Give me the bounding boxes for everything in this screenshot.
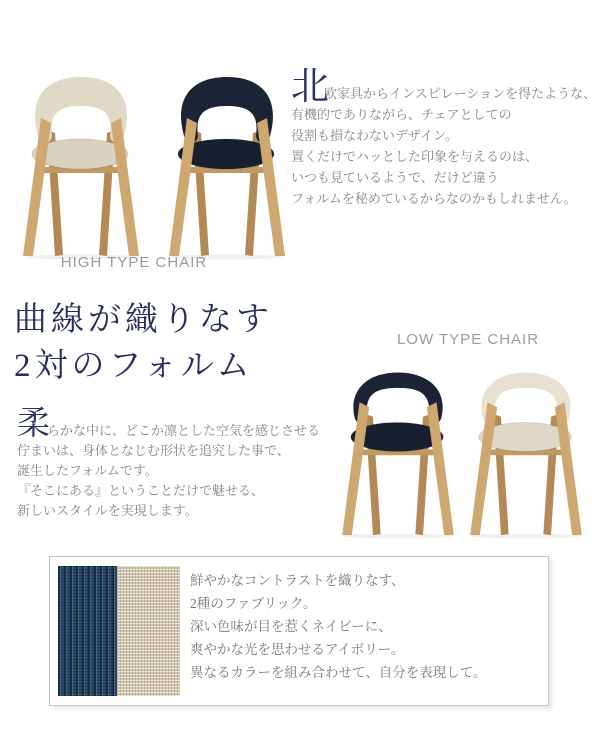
fabric-swatch-ivory	[117, 566, 180, 696]
section-headline	[14, 297, 273, 389]
body-dropcap: 柔	[17, 406, 50, 442]
intro-line: 欧家具からインスピレーションを得たような、	[324, 86, 597, 101]
fabric-swatch-image	[58, 566, 180, 696]
body-line: 佇まいは、身体となじむ形状を追究した事で、	[17, 443, 290, 458]
body-line: 『そこにある』ということだけで魅せる、	[17, 483, 265, 498]
fabric-line: 2種のファブリック。	[190, 596, 317, 611]
low-type-chair-navy-image	[334, 358, 462, 539]
headline-line1: 曲線が織りなす	[14, 302, 273, 338]
body-line: らかな中に、どこか凛とした空気を感じさせる	[47, 423, 321, 438]
headline-line2: 2対のフォルム	[14, 348, 254, 384]
high-type-chair-label: HIGH TYPE CHAIR	[60, 254, 208, 271]
intro-line: いつも見ているようで、だけど違う	[291, 170, 499, 185]
fabric-line: 異なるカラーを組み合わせて、自分を表現して。	[190, 665, 487, 680]
body-line: 新しいスタイルを実現します。	[17, 503, 198, 518]
fabric-swatch-navy	[58, 566, 117, 696]
intro-dropcap: 北	[291, 66, 330, 108]
chair-ground-shadow	[472, 534, 580, 539]
fabric-description	[190, 569, 486, 684]
fabric-line: 爽やかな光を思わせるアイボリー。	[190, 642, 405, 657]
intro-paragraph	[291, 66, 597, 209]
high-type-chair-ivory-image	[14, 72, 148, 260]
body-line: 誕生したフォルムです。	[17, 463, 158, 478]
low-type-chair-ivory-image	[462, 358, 590, 539]
chair-ground-shadow	[344, 534, 452, 539]
intro-line: 有機的でありながら、チェアとしての	[291, 107, 512, 122]
fabric-line: 深い色味が目を惹くネイビーに、	[190, 619, 392, 634]
intro-line: 役割も損なわないデザイン。	[291, 128, 459, 143]
intro-line: フォルムを秘めているからなのかもしれません。	[291, 191, 577, 206]
fabric-info-box	[49, 556, 549, 706]
body-paragraph	[17, 406, 337, 521]
intro-line: 置くだけでハッとした印象を与えるのは、	[291, 149, 539, 164]
high-type-chair-navy-image	[160, 72, 294, 260]
fabric-line: 鮮やかなコントラストを織りなす、	[190, 573, 405, 588]
low-type-chair-label: LOW TYPE CHAIR	[396, 331, 540, 348]
